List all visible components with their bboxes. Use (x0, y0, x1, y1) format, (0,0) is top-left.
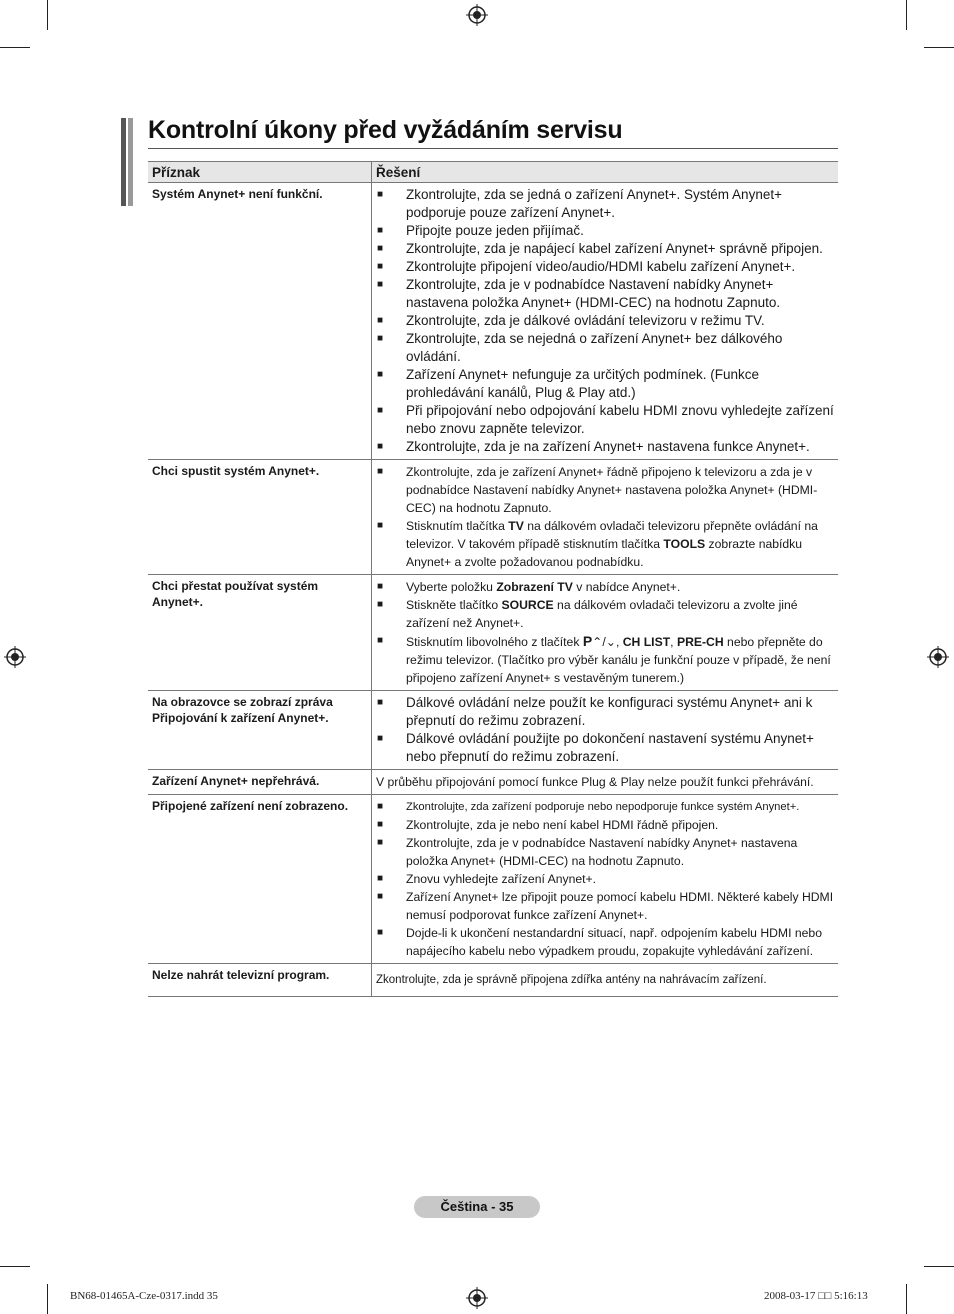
list-item: ■ Zkontrolujte, zda se jedná o zařízení Anynet+. Systém Anynet+ podporuje pouze zařízení Anynet+. (376, 186, 834, 222)
list-item: ■ Stisknutím libovolného z tlačítek P⌃/⌄, CH LIST, PRE-CH nebo přepněte do režimu televizor. (Tlačítko pro výběr kanálu je funkční pouze v případě, že není připojeno zařízení Anynet+ s vestavěným tunerem.) (376, 632, 834, 687)
symptom-cell: Chci přestat používat systém Anynet+. (148, 575, 372, 691)
list-item: ■ Při připojování nebo odpojování kabelu HDMI znovu vyhledejte zařízení nebo znovu zapněte televizor. (376, 402, 834, 438)
list-item: ■ Zkontrolujte, zda je v podnabídce Nastavení nabídky Anynet+ nastavena položka Anynet+ (HDMI-CEC) na hodnotu Zapnuto. (376, 276, 834, 312)
list-item: ■ Zkontrolujte připojení video/audio/HDMI kabelu zařízení Anynet+. (376, 258, 834, 276)
list-item: ■ Stiskněte tlačítko SOURCE na dálkovém ovladači televizoru a zvolte jiné zařízení než Anynet+. (376, 596, 834, 632)
list-item: ■ Zařízení Anynet+ lze připojit pouze pomocí kabelu HDMI. Některé kabely HDMI nemusí podporovat funkce zařízení Anynet+. (376, 888, 834, 924)
channel-up-down-icon: ⌃/⌄ (592, 635, 616, 649)
list-item: ■ Vyberte položku Zobrazení TV v nabídce Anynet+. (376, 578, 834, 596)
table-row (148, 795, 838, 964)
solution-cell (372, 770, 839, 795)
list-item: ■ Znovu vyhledejte zařízení Anynet+. (376, 870, 834, 888)
list-item: ■ Zkontrolujte, zda je nebo není kabel HDMI řádně připojen. (376, 816, 834, 834)
symptom-cell: Nelze nahrát televizní program. (148, 964, 372, 997)
list-item: ■ Zkontrolujte, zda je na zařízení Anynet+ nastavena funkce Anynet+. (376, 438, 834, 456)
solution-cell (372, 460, 839, 575)
crop-mark (924, 1266, 954, 1267)
list-item: ■ Připojte pouze jeden přijímač. (376, 222, 834, 240)
table-row (148, 770, 838, 795)
solution-header: Řešení (372, 162, 839, 183)
table-row (148, 575, 838, 691)
registration-mark-icon (4, 646, 26, 668)
symptom-header: Příznak (148, 162, 372, 183)
list-item: ■ Stisknutím tlačítka TV na dálkovém ovladači televizoru přepněte ovládání na televizor. V takovém případě stisknutím tlačítka TOOLS zobrazte nabídku Anynet+ a zvolte požadovanou podnabídku. (376, 517, 834, 571)
table-row (148, 183, 838, 460)
list-item: ■ Zařízení Anynet+ nefunguje za určitých podmínek. (Funkce prohledávání kanálů, Plug & Play atd.) (376, 366, 834, 402)
section-bar (121, 118, 135, 206)
symptom-cell: Systém Anynet+ není funkční. (148, 183, 372, 460)
channel-p-label: P (582, 633, 593, 649)
solution-text: Zkontrolujte, zda je správně připojena zdířka antény na nahrávacím zařízení. (376, 974, 767, 986)
list-item: ■ Zkontrolujte, zda je dálkové ovládání televizoru v režimu TV. (376, 312, 834, 330)
crop-mark (906, 0, 907, 30)
page-number-badge: Čeština - 35 (414, 1196, 540, 1218)
table-row (148, 964, 838, 997)
crop-mark (906, 1284, 907, 1314)
crop-mark (47, 0, 48, 30)
print-slug-left: BN68-01465A-Cze-0317.indd 35 (70, 1290, 218, 1302)
table-row (148, 460, 838, 575)
list-item: ■ Zkontrolujte, zda zařízení podporuje nebo nepodporuje funkce systém Anynet+. (376, 798, 834, 816)
table-row (148, 691, 838, 770)
list-item: ■ Dálkové ovládání nelze použít ke konfiguraci systému Anynet+ ani k přepnutí do režimu zobrazení. (376, 694, 834, 730)
list-item: ■ Dojde-li k ukončení nestandardní situací, např. odpojením kabelu HDMI nebo napájecího kabelu nebo výpadkem proudu, zopakujte vyhledávání zařízení. (376, 924, 834, 960)
solution-cell (372, 795, 839, 964)
list-item: ■ Zkontrolujte, zda je v podnabídce Nastavení nabídky Anynet+ nastavena položka Anynet+ (HDMI-CEC) na hodnotu Zapnuto. (376, 834, 834, 870)
print-slug-right: 2008-03-17 □□ 5:16:13 (764, 1290, 868, 1302)
crop-mark (0, 47, 30, 48)
page-title: Kontrolní úkony před vyžádáním servisu (148, 116, 838, 149)
symptom-cell: Zařízení Anynet+ nepřehrává. (148, 770, 372, 795)
list-item: ■ Zkontrolujte, zda je napájecí kabel zařízení Anynet+ správně připojen. (376, 240, 834, 258)
crop-mark (924, 47, 954, 48)
list-item: ■ Zkontrolujte, zda se nejedná o zařízení Anynet+ bez dálkového ovládání. (376, 330, 834, 366)
troubleshooting-table (148, 161, 838, 997)
registration-mark-icon (927, 646, 949, 668)
solution-text: V průběhu připojování pomocí funkce Plug & Play nelze použít funkci přehrávání. (376, 775, 814, 789)
list-item: ■ Zkontrolujte, zda je zařízení Anynet+ řádně připojeno k televizoru a zda je v podnabídce Nastavení nabídky Anynet+ nastavena položka Anynet+ (HDMI-CEC) na hodnotu Zapnuto. (376, 463, 834, 517)
solution-cell (372, 575, 839, 691)
solution-cell (372, 183, 839, 460)
symptom-cell: Připojené zařízení není zobrazeno. (148, 795, 372, 964)
crop-mark (0, 1266, 30, 1267)
solution-cell (372, 964, 839, 997)
symptom-cell: Chci spustit systém Anynet+. (148, 460, 372, 575)
list-item: ■ Dálkové ovládání použijte po dokončení nastavení systému Anynet+ nebo přepnutí do režimu zobrazení. (376, 730, 834, 766)
registration-mark-icon (466, 1287, 488, 1309)
registration-mark-icon (466, 4, 488, 26)
crop-mark (47, 1284, 48, 1314)
symptom-cell: Na obrazovce se zobrazí zpráva Připojování k zařízení Anynet+. (148, 691, 372, 770)
solution-cell (372, 691, 839, 770)
table-header-row (148, 162, 838, 183)
